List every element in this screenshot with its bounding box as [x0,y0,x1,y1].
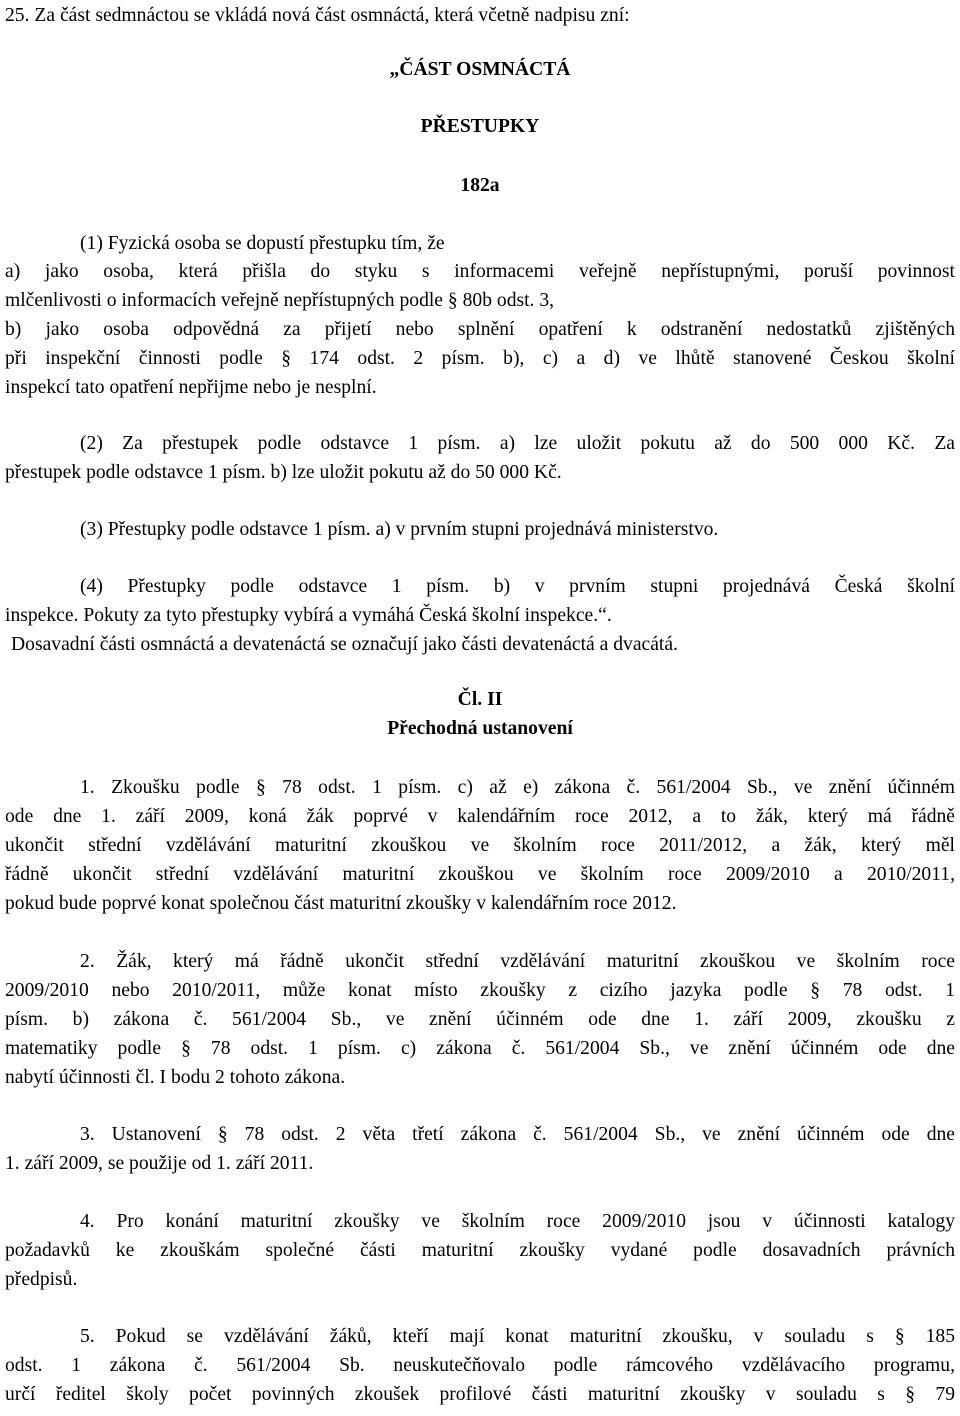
renumbering-note: Dosavadní části osmnáctá a devatenáctá se označují jako části devatenáctá a dvacátá. [11,634,678,655]
provision-line: 2009/2010 nebo 2010/2011, může konat místo zkoušky z cizího jazyka podle § 78 odst. 1 [5,980,955,1001]
article-number: Čl. II [457,689,503,710]
section-number: 182a [460,175,500,196]
provision-1: 1. Zkoušku podle § 78 odst. 1 písm. c) až e) zákona č. 561/2004 Sb., ve znění účinném [80,777,955,798]
part-title: „ČÁST OSMNÁCTÁ [389,59,571,80]
provision-line: odst. 1 zákona č. 561/2004 Sb. neuskutečňovalo podle rámcového vzdělávacího programu, [5,1355,955,1376]
body-line: inspekcí tato opatření nepřijme nebo je nesplní. [5,377,377,398]
provision-line: předpisů. [5,1269,78,1290]
paragraph-1-intro: (1) Fyzická osoba se dopustí přestupku tím, že [80,233,445,254]
provision-line: matematiky podle § 78 odst. 1 písm. c) zákona č. 561/2004 Sb., ve znění účinném ode dne [5,1038,955,1059]
body-line: b) jako osoba odpovědná za přijetí nebo splnění opatření k odstranění nedostatků zjištěných [5,319,955,340]
provision-5: 5. Pokud se vzdělávání žáků, kteří mají konat maturitní zkoušku, v souladu s § 185 [80,1326,955,1347]
part-subtitle: PŘESTUPKY [420,116,540,137]
body-line: při inspekční činnosti podle § 174 odst. 2 písm. b), c) a d) ve lhůtě stanovené Českou školní [5,348,955,369]
body-line: přestupek podle odstavce 1 písm. b) lze uložit pokutu až do 50 000 Kč. [5,462,562,483]
body-line: a) jako osoba, která přišla do styku s informacemi veřejně nepřístupnými, poruší povinnost [5,261,955,282]
provision-line: řádně ukončit střední vzdělávání maturitní zkouškou ve školním roce 2009/2010 a 2010/2011, [5,864,955,885]
provision-line: pokud bude poprvé konat společnou část maturitní zkoušky v kalendářním roce 2012. [5,893,677,914]
paragraph-2: (2) Za přestupek podle odstavce 1 písm. a) lze uložit pokutu až do 500 000 Kč. Za [80,433,955,454]
amendment-intro: 25. Za část sedmnáctou se vkládá nová část osmnáctá, která včetně nadpisu zní: [5,5,630,26]
provision-3: 3. Ustanovení § 78 odst. 2 věta třetí zákona č. 561/2004 Sb., ve znění účinném ode dne [80,1124,955,1145]
provision-line: nabytí účinnosti čl. I bodu 2 tohoto zákona. [5,1067,346,1088]
paragraph-4: (4) Přestupky podle odstavce 1 písm. b) v prvním stupni projednává Česká školní [80,576,955,597]
provision-line: ode dne 1. září 2009, koná žák poprvé v kalendářním roce 2012, a to žák, který má řádně [5,806,955,827]
paragraph-3: (3) Přestupky podle odstavce 1 písm. a) v prvním stupni projednává ministerstvo. [80,519,719,540]
provision-line: požadavků ke zkouškám společné části maturitní zkoušky vydané podle dosavadních právních [5,1240,955,1261]
body-line: inspekce. Pokuty za tyto přestupky vybírá a vymáhá Česká školní inspekce.“. [5,605,612,626]
body-line: mlčenlivosti o informacích veřejně nepřístupných podle § 80b odst. 3, [5,290,555,311]
provision-line: určí ředitel školy počet povinných zkoušek profilové části maturitní zkoušky v souladu s § 79 [5,1384,955,1405]
provision-4: 4. Pro konání maturitní zkoušky ve školním roce 2009/2010 jsou v účinnosti katalogy [80,1211,955,1232]
article-title: Přechodná ustanovení [387,718,573,739]
provision-line: ukončit střední vzdělávání maturitní zkouškou ve školním roce 2011/2012, a žák, který měl [5,835,955,856]
provision-line: písm. b) zákona č. 561/2004 Sb., ve znění účinném ode dne 1. září 2009, zkoušku z [5,1009,955,1030]
provision-line: 1. září 2009, se použije od 1. září 2011. [5,1153,314,1174]
provision-2: 2. Žák, který má řádně ukončit střední vzdělávání maturitní zkouškou ve školním roce [80,951,955,972]
